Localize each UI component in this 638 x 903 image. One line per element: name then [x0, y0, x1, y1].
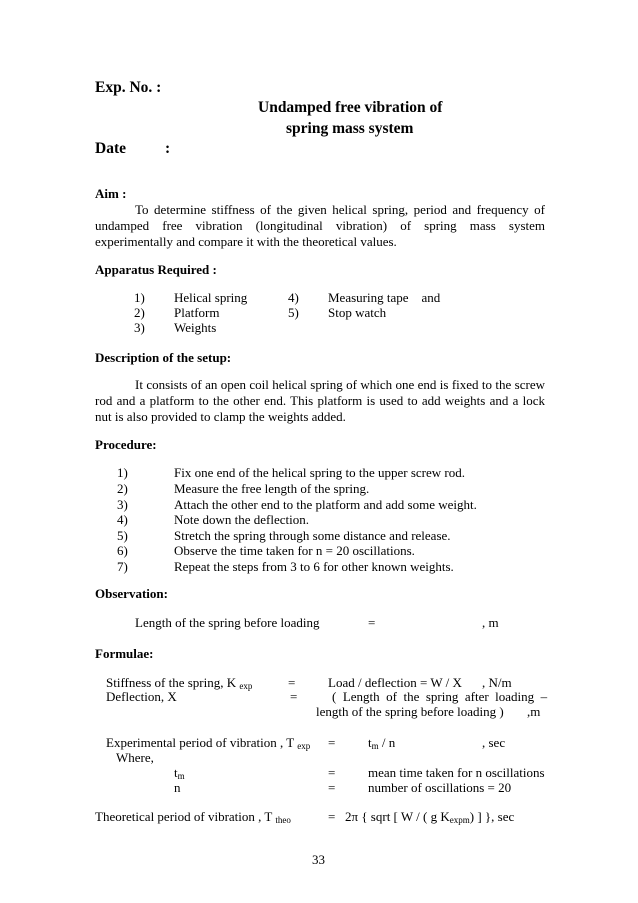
- procedure-step-num: 7): [117, 559, 128, 574]
- deflection-label: Deflection, X: [106, 689, 177, 704]
- formulae-heading: Formulae:: [95, 646, 154, 661]
- deflection-equals: =: [290, 689, 298, 704]
- setup-line-2: rod and a platform to the other end. This platform is used to add weights and a lock: [95, 393, 545, 408]
- date-colon: :: [165, 140, 171, 157]
- deflection-line-2: length of the spring before loading ): [316, 704, 504, 719]
- apparatus-item-label: Helical spring: [174, 290, 248, 305]
- theo-period-subscript: theo: [275, 815, 291, 825]
- title-line-1: Undamped free vibration of: [258, 99, 443, 116]
- observation-equals: =: [368, 615, 376, 630]
- procedure-step-text: Stretch the spring through some distance and release.: [174, 528, 451, 543]
- stiffness-label: Stiffness of the spring, K $_{exp}$: [106, 675, 253, 691]
- procedure-step-num: 6): [117, 543, 128, 558]
- procedure-step-num: 4): [117, 512, 128, 527]
- apparatus-heading: Apparatus Required :: [95, 262, 217, 277]
- observation-unit: , m: [482, 615, 499, 630]
- where-n-symbol: n: [174, 780, 181, 795]
- theo-period-formula: 2π { sqrt [ W / ( g $K_{expm}$) ] }, sec: [345, 809, 515, 825]
- deflection-unit: ,m: [527, 704, 541, 719]
- where-tm-equals: =: [328, 765, 336, 780]
- apparatus-item-num: 2): [134, 305, 145, 320]
- aim-heading: Aim :: [95, 186, 127, 201]
- where-label: Where,: [116, 750, 154, 765]
- procedure-step-num: 3): [117, 497, 128, 512]
- setup-line-1: It consists of an open coil helical spring of which one end is fixed to the screw: [135, 377, 545, 392]
- setup-heading: Description of the setup:: [95, 350, 232, 365]
- page-number: 33: [312, 852, 325, 867]
- aim-line-3: experimentally and compare it with the theoretical values.: [95, 234, 397, 249]
- exp-period-unit: , sec: [482, 735, 506, 750]
- apparatus-item-label: Weights: [174, 320, 217, 335]
- apparatus-item-label: Stop watch: [328, 305, 387, 320]
- where-tm-symbol: $t_m$: [174, 765, 185, 781]
- exp-period-equals: =: [328, 735, 336, 750]
- exp-period-label: Experimental period of vibration , T $_{exp}$: [106, 735, 311, 751]
- observation-heading: Observation:: [95, 586, 168, 601]
- date-label: Date: [95, 140, 126, 157]
- exp-period-formula: $t_m$ / n: [368, 735, 396, 751]
- procedure-step-text: Observe the time taken for n = 20 oscillations.: [174, 543, 415, 558]
- exp-period-subscript: exp: [297, 741, 311, 751]
- procedure-step-num: 2): [117, 481, 128, 496]
- stiffness-formula: Load / deflection = W / X: [328, 675, 462, 690]
- stiffness-equals: =: [288, 675, 296, 690]
- apparatus-item-num: 5): [288, 305, 299, 320]
- stiffness-unit: , N/m: [482, 675, 512, 690]
- stiffness-subscript: exp: [239, 681, 253, 691]
- procedure-step-text: Fix one end of the helical spring to the upper screw rod.: [174, 465, 465, 480]
- exp-no-label: Exp. No. :: [95, 79, 162, 96]
- observation-label: Length of the spring before loading: [135, 615, 320, 630]
- where-n-equals: =: [328, 780, 336, 795]
- setup-line-3: nut is also provided to clamp the weights added.: [95, 409, 346, 424]
- theo-period-label: Theoretical period of vibration , T $_{theo}$: [95, 809, 291, 825]
- title-line-2: spring mass system: [286, 120, 414, 137]
- procedure-step-num: 5): [117, 528, 128, 543]
- where-n-definition: number of oscillations = 20: [368, 780, 512, 795]
- procedure-step-text: Repeat the steps from 3 to 6 for other known weights.: [174, 559, 454, 574]
- apparatus-item-num: 1): [134, 290, 145, 305]
- deflection-line-1: ( Length of the spring after loading –: [332, 689, 548, 704]
- procedure-step-text: Measure the free length of the spring.: [174, 481, 370, 496]
- where-tm-definition: mean time taken for n oscillations: [368, 765, 545, 780]
- apparatus-item-num: 4): [288, 290, 299, 305]
- procedure-heading: Procedure:: [95, 437, 157, 452]
- procedure-step-text: Note down the deflection.: [174, 512, 310, 527]
- procedure-step-text: Attach the other end to the platform and add some weight.: [174, 497, 477, 512]
- apparatus-item-label: Platform: [174, 305, 220, 320]
- theo-period-equals: =: [328, 809, 336, 824]
- apparatus-item-num: 3): [134, 320, 145, 335]
- apparatus-item-label: Measuring tape and: [328, 290, 441, 305]
- procedure-step-num: 1): [117, 465, 128, 480]
- aim-line-2: undamped free vibration (longitudinal vibration) of spring mass system: [95, 218, 545, 233]
- aim-line-1: To determine stiffness of the given helical spring, period and frequency of: [135, 202, 545, 217]
